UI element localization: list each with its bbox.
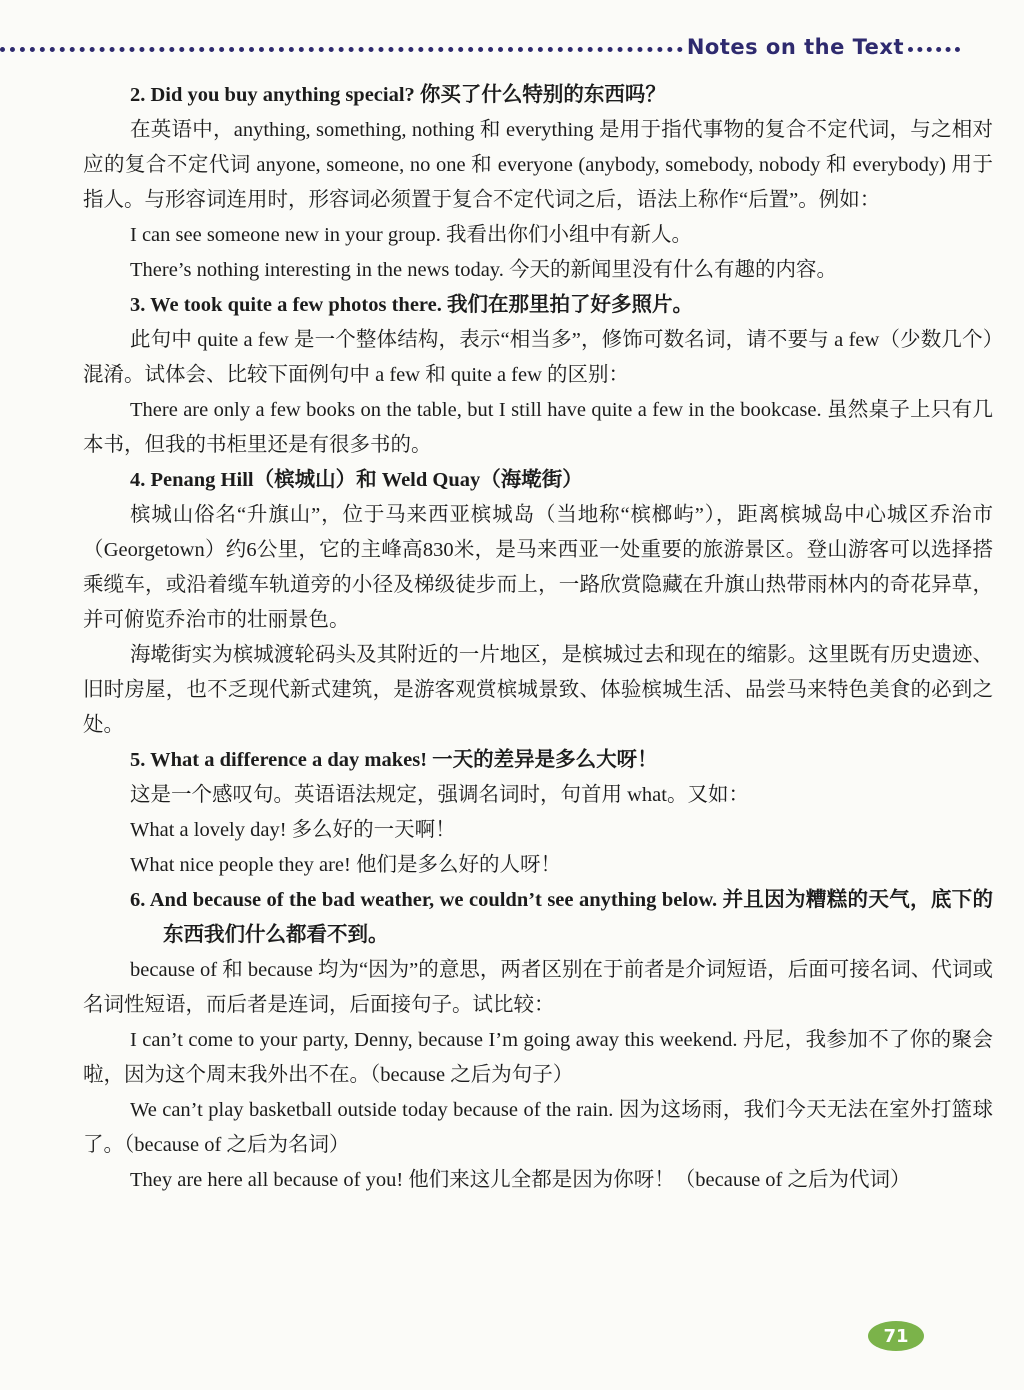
body-paragraph: 此句中 quite a few 是一个整体结构，表示“相当多”，修饰可数名词，请不要与 a few（少数几个）混淆。试体会、比较下面例句中 a few 和 quite a few 的区别： bbox=[83, 329, 993, 386]
notes-body bbox=[83, 78, 993, 1198]
page-number: 71 bbox=[883, 1325, 909, 1347]
body-paragraph: What nice people they are! 他们是多么好的人呀！ bbox=[130, 854, 561, 876]
note-heading: 3. We took quite a few photos there. 我们在那里拍了好多照片。 bbox=[130, 294, 693, 316]
body-paragraph: They are here all because of you! 他们来这儿全都是因为你呀！（because of 之后为代词） bbox=[130, 1169, 911, 1191]
body-paragraph: 海墘街实为槟城渡轮码头及其附近的一片地区，是槟城过去和现在的缩影。这里既有历史遗迹、旧时房屋，也不乏现代新式建筑，是游客观赏槟城景致、体验槟城生活、品尝马来特色美食的必到之处。 bbox=[83, 644, 993, 736]
header-dotted-rule-right bbox=[908, 47, 960, 52]
body-paragraph: 在英语中，anything, something, nothing 和 everything 是用于指代事物的复合不定代词，与之相对应的复合不定代词 anyone, someone, no one 和 everyone (anybody, somebody, nobody 和 everybody) 用于指人。与形容词连用时，形容词必须置于复合不定代词之后，语法上称作“后置”。例如： bbox=[83, 119, 993, 211]
header-dotted-rule bbox=[0, 47, 683, 52]
body-paragraph: We can’t play basketball outside today because of the rain. 因为这场雨，我们今天无法在室外打篮球了。（because of 之后为名词） bbox=[83, 1099, 993, 1156]
body-paragraph: What a lovely day! 多么好的一天啊！ bbox=[130, 819, 456, 841]
body-paragraph: 这是一个感叹句。英语语法规定，强调名词时，句首用 what。又如： bbox=[130, 784, 749, 806]
body-paragraph: 槟城山俗名“升旗山”，位于马来西亚槟城岛（当地称“槟榔屿”），距离槟城岛中心城区乔治市（Georgetown）约6公里，它的主峰高830米，是马来西亚一处重要的旅游景区。登山游客可以选择搭乘缆车，或沿着缆车轨道旁的小径及梯级徒步而上，一路欣赏隐藏在升旗山热带雨林内的奇花异草，并可俯览乔治市的壮丽景色。 bbox=[83, 504, 993, 631]
note-heading: 2. Did you buy anything special? 你买了什么特别的东西吗？ bbox=[130, 84, 666, 106]
body-paragraph: There’s nothing interesting in the news today. 今天的新闻里没有什么有趣的内容。 bbox=[130, 259, 837, 281]
body-paragraph: I can’t come to your party, Denny, because I’m going away this weekend. 丹尼，我参加不了你的聚会啦，因为这个周末我外出不在。（because 之后为句子） bbox=[83, 1029, 993, 1086]
note-heading: 6. And because of the bad weather, we couldn’t see anything below. 并且因为糟糕的天气，底下的东西我们什么都看不到。 bbox=[130, 889, 993, 946]
header-title: Notes on the Text bbox=[686, 35, 904, 59]
page-number-badge bbox=[868, 1321, 924, 1351]
note-heading: 5. What a difference a day makes! 一天的差异是多么大呀！ bbox=[130, 749, 658, 771]
body-paragraph: There are only a few books on the table, but I still have quite a few in the bookcase. 虽然桌子上只有几本书，但我的书柜里还是有很多书的。 bbox=[83, 399, 993, 456]
body-paragraph: because of 和 because 均为“因为”的意思，两者区别在于前者是介词短语，后面可接名词、代词或名词性短语，而后者是连词，后面接句子。试比较： bbox=[83, 959, 993, 1016]
running-header bbox=[0, 32, 960, 62]
body-paragraph: I can see someone new in your group. 我看出你们小组中有新人。 bbox=[130, 224, 692, 246]
note-heading: 4. Penang Hill（槟城山）和 Weld Quay（海墘街） bbox=[130, 469, 583, 491]
